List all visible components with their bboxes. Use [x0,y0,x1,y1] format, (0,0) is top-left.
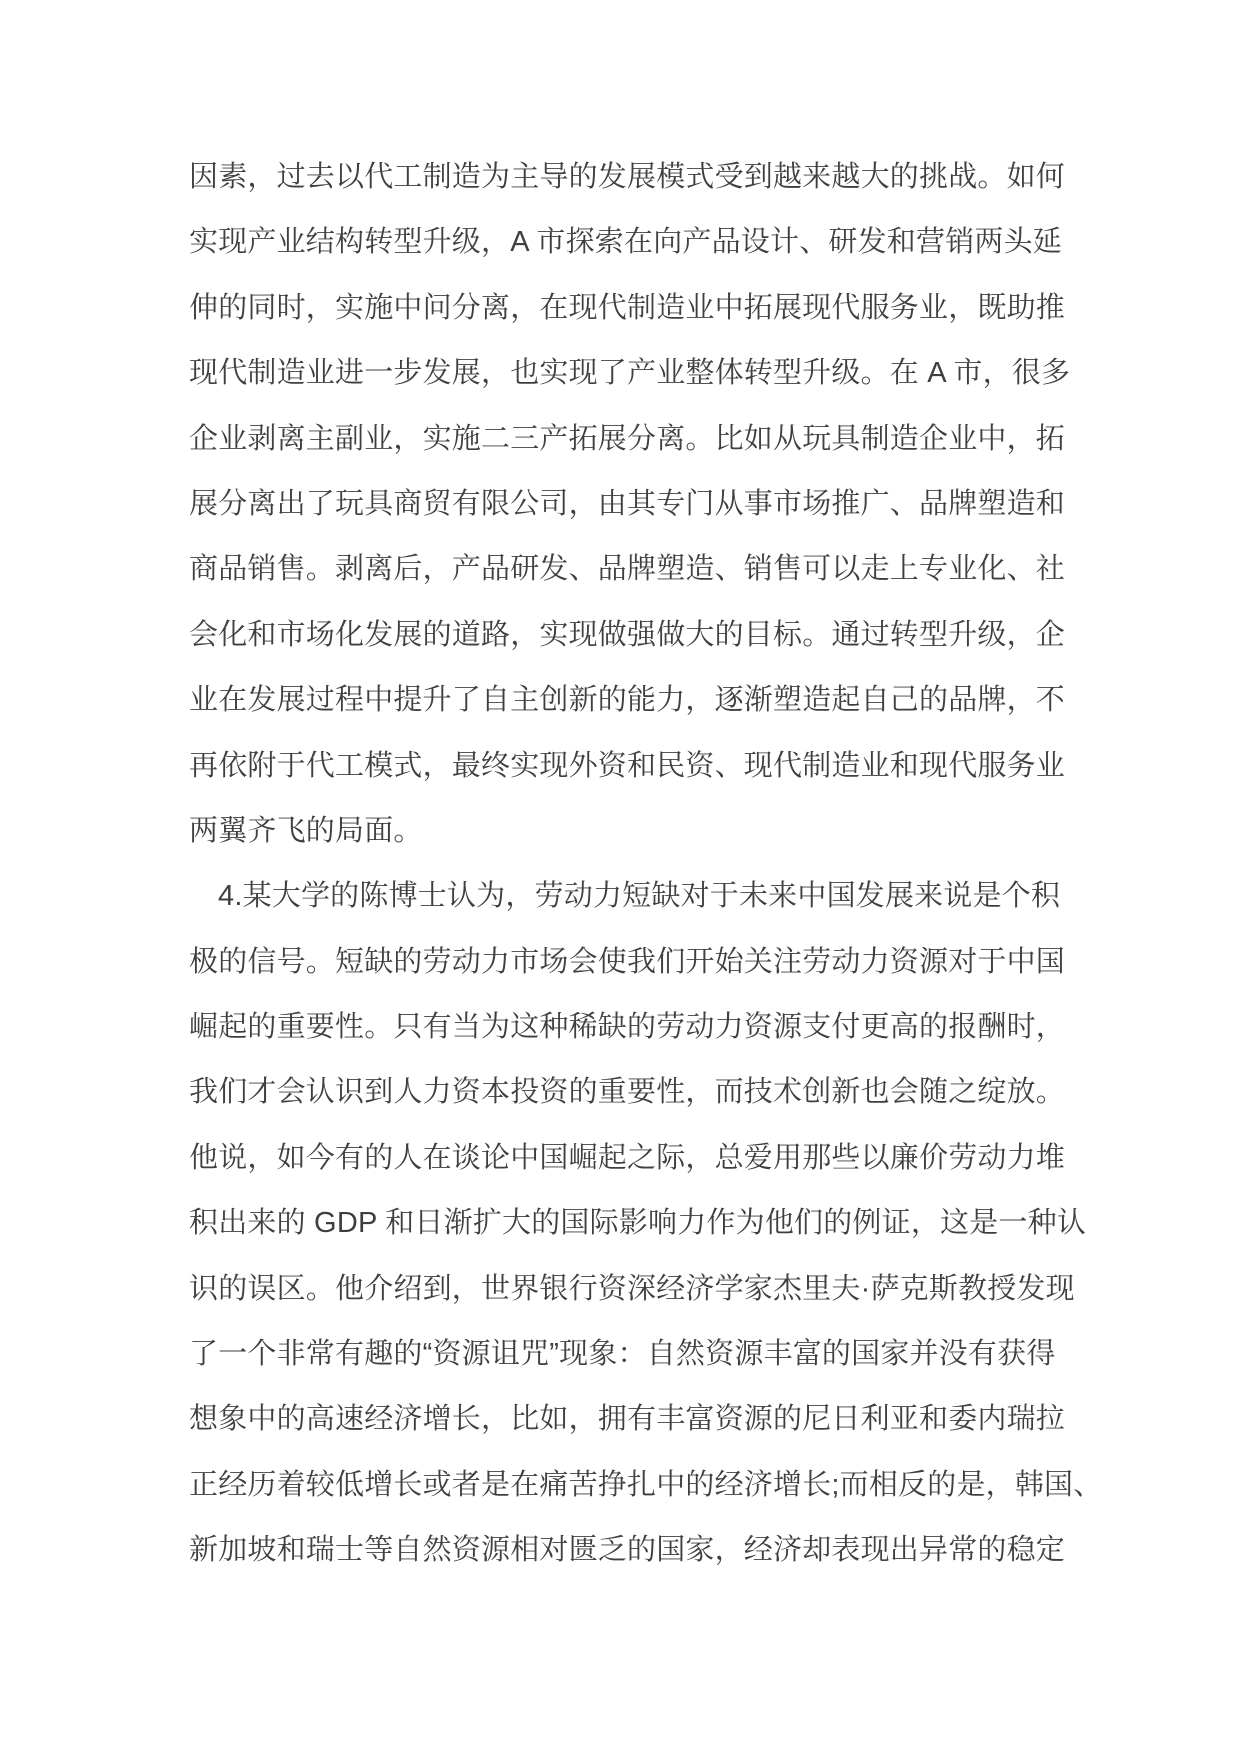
text-line: 因素，过去以代工制造为主导的发展模式受到越来越大的挑战。如何 [189,161,1066,193]
text-line: 现代制造业进一步发展，也实现了产业整体转型升级。在 A 市，很多 [189,357,1071,390]
text-line: 我们才会认识到人力资本投资的重要性，而技术创新也会随之绽放。 [189,1076,1066,1109]
text-line: 实现产业结构转型升级，A 市探索在向产品设计、研发和营销两头延 [189,226,1063,259]
text-line: 伸的同时，实施中问分离，在现代制造业中拓展现代服务业，既助推 [189,291,1066,324]
body-text [189,145,1103,1584]
text-line: 商品销售。剥离后，产品研发、品牌塑造、销售可以走上专业化、社 [189,553,1066,586]
text-line: 新加坡和瑞士等自然资源相对匮乏的国家，经济却表现出异常的稳定 [189,1534,1066,1567]
paragraph [189,864,1103,1583]
text-line: 4.某大学的陈博士认为，劳动力短缺对于未来中国发展来说是个积 [218,880,1061,913]
text-line: 再依附于代工模式，最终实现外资和民资、现代制造业和现代服务业 [189,749,1066,782]
text-line: 展分离出了玩具商贸有限公司，由其专门从事市场推广、品牌塑造和 [189,487,1066,520]
text-line: 业在发展过程中提升了自主创新的能力，逐渐塑造起自己的品牌，不 [189,684,1066,717]
text-line: 极的信号。短缺的劳动力市场会使我们开始关注劳动力资源对于中国 [189,945,1066,978]
text-line: 两翼齐飞的局面。 [189,814,423,847]
text-line: 想象中的高速经济增长，比如，拥有丰富资源的尼日利亚和委内瑞拉 [189,1403,1066,1436]
text-line: 企业剥离主副业，实施二三产拓展分离。比如从玩具制造企业中，拓 [189,422,1066,455]
text-line: 他说，如今有的人在谈论中国崛起之际，总爱用那些以廉价劳动力堆 [189,1141,1066,1174]
text-line: 崛起的重要性。只有当为这种稀缺的劳动力资源支付更高的报酬时， [189,1011,1066,1044]
text-line: 识的误区。他介绍到，世界银行资深经济学家杰里夫·萨克斯教授发现 [189,1272,1075,1305]
paragraph [189,145,1071,864]
text-line: 会化和市场化发展的道路，实现做强做大的目标。通过转型升级，企 [189,618,1066,651]
text-line: 正经历着较低增长或者是在痛苦挣扎中的经济增长;而相反的是，韩国、 [189,1468,1103,1501]
text-line: 积出来的 GDP 和日渐扩大的国际影响力作为他们的例证，这是一种认 [189,1207,1087,1240]
text-line: 了一个非常有趣的“资源诅咒”现象：自然资源丰富的国家并没有获得 [189,1338,1056,1371]
